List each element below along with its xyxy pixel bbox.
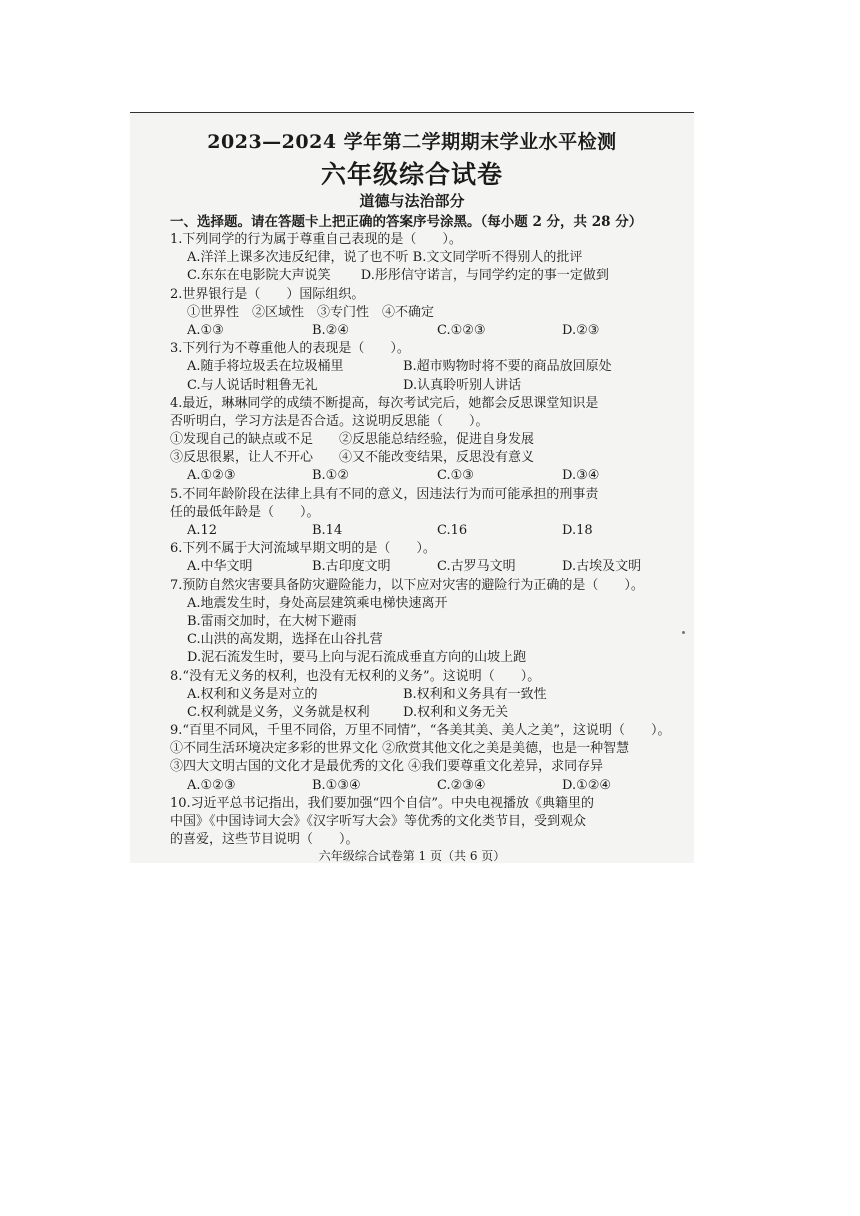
option-c: C.权利就是义务，义务就是权利 <box>187 704 370 720</box>
question-7-stem: 7.预防自然灾害要具备防灾避险能力，以下应对灾害的避险行为正确的是（ ）。 <box>170 577 644 593</box>
option-a: A.①②③ <box>187 777 236 793</box>
option-a: A.12 <box>187 523 218 538</box>
question-5-options <box>170 522 690 540</box>
option-b: B.①② <box>312 468 349 484</box>
exam-page <box>130 112 694 863</box>
option-b: B.①③④ <box>312 777 361 793</box>
option-c: C.16 <box>437 523 468 538</box>
question-1-options-cd: C.东东在电影院大声说笑 D.彤彤信守诺言，与同学约定的事一定做到 <box>187 268 609 284</box>
question-4-stem-line2: 否听明白，学习方法是否合适。这说明反思能（ ）。 <box>170 413 489 429</box>
question-7-option-c: C.山洪的高发期，选择在山谷扎营 <box>187 632 383 648</box>
question-5-stem-line1: 5.不同年龄阶段在法律上具有不同的意义，因违法行为而可能承担的刑事责 <box>170 486 599 502</box>
instructions: 一、选择题。请在答题卡上把正确的答案序号涂黑。（每小题 2 分，共 28 分） <box>170 214 643 230</box>
question-8-options-cd <box>170 704 690 722</box>
option-c: C.②③④ <box>437 777 486 793</box>
question-2-options <box>170 322 690 340</box>
option-d: D.古埃及文明 <box>562 559 642 575</box>
question-9-stem: 9.“百里不同风，千里不同俗，万里不同情”，“各美其美、美人之美”，这说明（ ）。 <box>170 723 671 739</box>
question-6-options <box>170 558 690 576</box>
question-3-stem: 3.下列行为不尊重他人的表现是（ ）。 <box>170 341 410 357</box>
question-2-stem: 2.世界银行是（ ）国际组织。 <box>170 286 365 302</box>
option-a: A.中华文明 <box>187 559 253 575</box>
question-9-items-line2: ③四大文明古国的文化才是最优秀的文化 ④我们要尊重文化差异，求同存异 <box>170 759 604 775</box>
section-title: 道德与法治部分 <box>359 192 465 210</box>
question-3-options-cd <box>170 377 690 395</box>
exam-title: 2023—2024 学年第二学期期末学业水平检测 <box>207 131 617 153</box>
question-1-options-ab: A.洋洋上课多次违反纪律，说了也不听 B.文文同学听不得别人的批评 <box>187 250 583 266</box>
option-b: B.14 <box>312 523 343 538</box>
question-5-stem-line2: 任的最低年龄是（ ）。 <box>170 504 320 520</box>
page-footer: 六年级综合试卷第 1 页（共 6 页） <box>318 849 506 863</box>
question-10-stem-line3: 的喜爱，这些节目说明（ ）。 <box>170 832 359 848</box>
option-d: D.18 <box>562 523 593 538</box>
question-4-options <box>170 467 690 485</box>
question-9-options <box>170 777 690 795</box>
option-c: C.与人说话时粗鲁无礼 <box>187 377 318 393</box>
scan-speck <box>682 631 685 634</box>
question-list <box>170 231 690 849</box>
question-10-stem-line1: 10.习近平总书记指出，我们要加强“四个自信”。中央电视播放《典籍里的 <box>170 795 594 811</box>
option-b: B.②④ <box>312 322 349 338</box>
question-3-options-ab <box>170 358 690 376</box>
option-a: A.权利和义务是对立的 <box>187 686 318 702</box>
question-10-stem-line2: 中国》《中国诗词大会》《汉字听写大会》等优秀的文化类节目，受到观众 <box>170 814 587 829</box>
question-9-items-line1: ①不同生活环境决定多彩的世界文化 ②欣赏其他文化之美是美德，也是一种智慧 <box>170 741 630 757</box>
option-c: C.①②③ <box>437 322 486 338</box>
question-2-items: ①世界性 ②区域性 ③专门性 ④不确定 <box>187 304 435 320</box>
option-d: D.权利和义务无关 <box>403 704 509 720</box>
option-b: B.权利和义务具有一致性 <box>403 686 547 702</box>
question-7-option-a: A.地震发生时，身处高层建筑乘电梯快速离开 <box>187 595 448 611</box>
question-1-stem: 1.下列同学的行为属于尊重自己表现的是（ ）。 <box>170 232 462 247</box>
option-d: D.①②④ <box>562 777 612 793</box>
question-8-stem: 8.“没有无义务的权利，也没有无权利的义务”。这说明（ ）。 <box>170 668 541 684</box>
question-4-items-line2: ③反思很累，让人不开心 ④又不能改变结果，反思没有意义 <box>170 450 535 466</box>
option-a: A.①②③ <box>187 468 236 484</box>
question-4-items-line1: ①发现自己的缺点或不足 ②反思能总结经验，促进自身发展 <box>170 432 535 448</box>
option-c: C.古罗马文明 <box>437 559 516 575</box>
option-b: B.超市购物时将不要的商品放回原处 <box>403 359 612 375</box>
option-d: D.②③ <box>562 322 600 338</box>
question-8-options-ab <box>170 686 690 704</box>
question-6-stem: 6.下列不属于大河流域早期文明的是（ ）。 <box>170 541 436 557</box>
question-7-option-b: B.雷雨交加时，在大树下避雨 <box>187 613 357 629</box>
exam-subtitle: 六年级综合试卷 <box>320 160 503 189</box>
question-4-stem-line1: 4.最近，琳琳同学的成绩不断提高，每次考试完后，她都会反思课堂知识是 <box>170 395 599 411</box>
option-a: A.①③ <box>187 322 224 338</box>
question-7-option-d: D.泥石流发生时，要马上向与泥石流成垂直方向的山坡上跑 <box>187 650 527 666</box>
option-c: C.①③ <box>437 468 474 484</box>
option-d: D.③④ <box>562 468 600 484</box>
option-d: D.认真聆听别人讲话 <box>403 377 522 393</box>
option-a: A.随手将垃圾丢在垃圾桶里 <box>187 359 344 375</box>
option-b: B.古印度文明 <box>312 559 391 575</box>
